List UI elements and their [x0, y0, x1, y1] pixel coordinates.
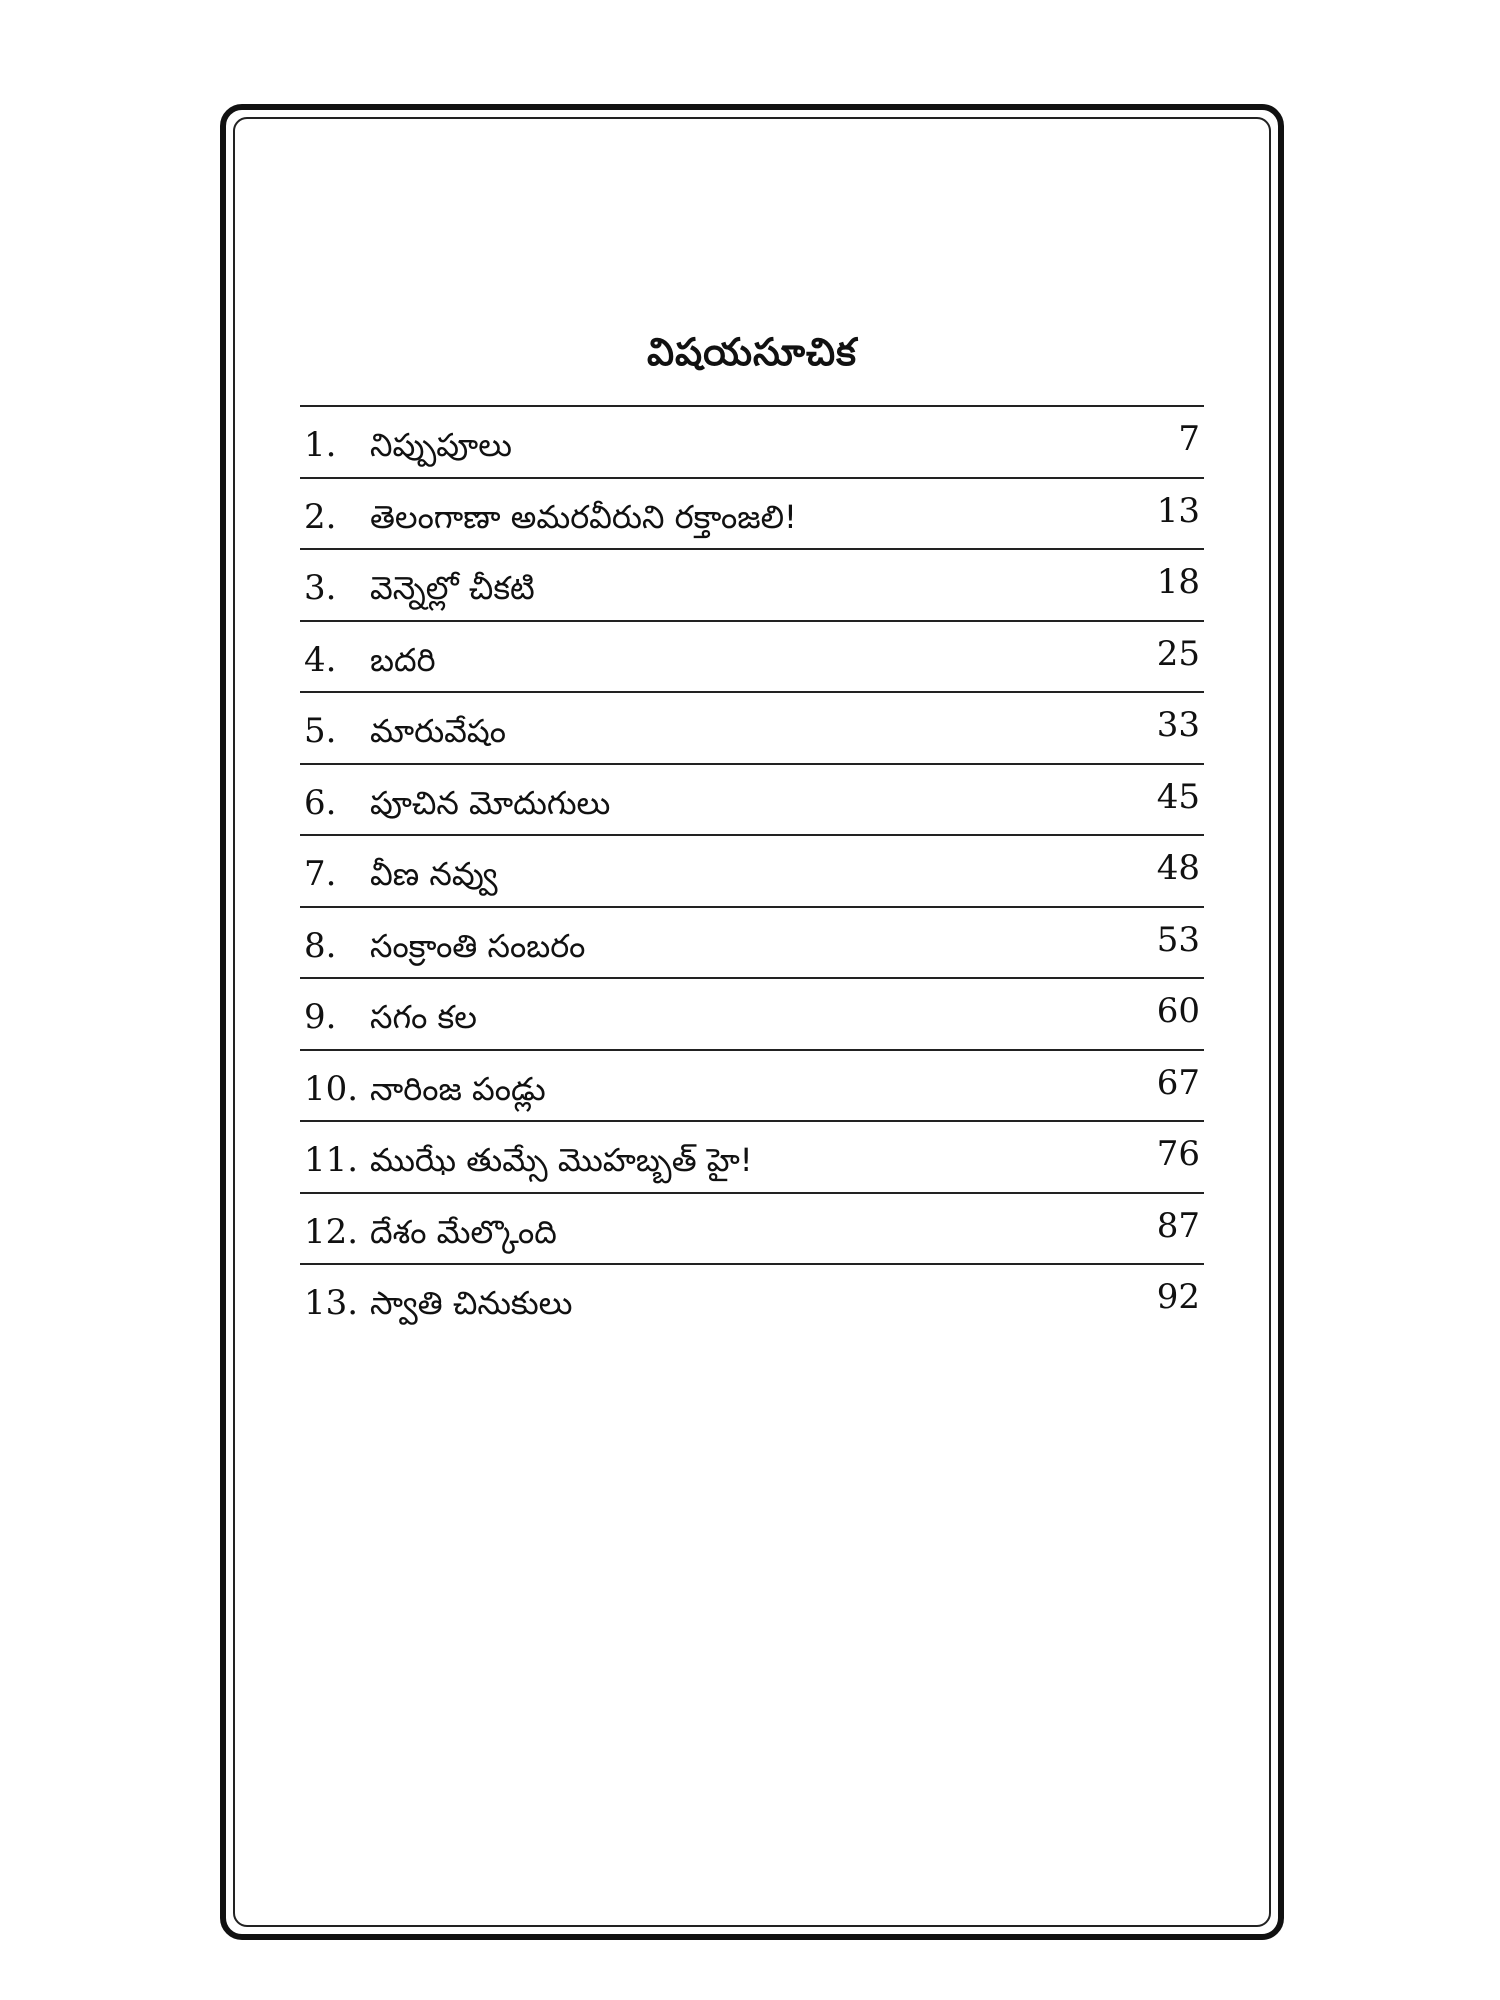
entry-title: స్వాతి చినుకులు [370, 1284, 573, 1322]
entry-title: మారువేషం [370, 712, 506, 750]
entry-page-number: 76 [1156, 1134, 1200, 1174]
entry-title: సంక్రాంతి సంబరం [370, 926, 586, 965]
entry-title: తెలంగాణా అమరవీరుని రక్తాంజలి! [370, 497, 797, 536]
entry-page-number: 48 [1156, 848, 1200, 888]
entry-number: 11. [304, 1140, 359, 1180]
entry-page-number: 53 [1156, 919, 1200, 960]
entry-number: 6. [304, 782, 337, 823]
toc-entry [300, 477, 1204, 549]
entry-page-number: 67 [1156, 1062, 1200, 1103]
toc-entry [300, 691, 1204, 763]
toc-entry [300, 1120, 1204, 1192]
entry-page-number: 45 [1156, 776, 1200, 817]
toc-entry [300, 620, 1204, 692]
entry-page-number: 25 [1156, 633, 1200, 674]
entry-title: వీణ నవ్వు [370, 855, 498, 893]
entry-number: 4. [304, 639, 337, 680]
entry-page-number: 13 [1156, 490, 1200, 531]
toc-entry [300, 763, 1204, 835]
toc-entry [300, 977, 1204, 1049]
toc-entry [300, 548, 1204, 620]
entry-number: 9. [304, 997, 337, 1037]
toc-entry [300, 405, 1204, 477]
entry-title: ముఝే తుమ్సే మొహబ్బత్ హై! [370, 1141, 753, 1179]
entry-title: వెన్నెల్లో చీకటి [370, 569, 535, 607]
entry-number: 3. [304, 568, 337, 608]
toc-entry [300, 1192, 1204, 1264]
entry-number: 5. [304, 711, 337, 751]
entry-page-number: 60 [1156, 991, 1200, 1031]
entry-title: దేశం మేల్కొంది [370, 1212, 557, 1251]
entry-title: నిప్పుపూలు [370, 426, 512, 464]
entry-page-number: 87 [1156, 1205, 1200, 1246]
entry-number: 12. [304, 1211, 359, 1252]
toc-entry [300, 834, 1204, 906]
entry-page-number: 92 [1156, 1277, 1200, 1317]
entry-number: 13. [304, 1283, 359, 1323]
entry-number: 1. [304, 425, 337, 465]
entry-number: 7. [304, 854, 337, 894]
entry-title: బదరి [370, 640, 436, 679]
toc-entry [300, 1263, 1204, 1335]
table-of-contents [300, 405, 1204, 1335]
entry-title: పూచిన మోదుగులు [370, 783, 611, 822]
entry-number: 8. [304, 925, 337, 966]
entry-page-number: 7 [1178, 419, 1200, 459]
entry-title: నారింజ పండ్లు [370, 1069, 546, 1108]
entry-number: 2. [304, 496, 337, 537]
entry-title: సగం కల [370, 998, 477, 1036]
toc-entry [300, 906, 1204, 978]
toc-entry [300, 1049, 1204, 1121]
entry-page-number: 18 [1156, 562, 1200, 602]
entry-page-number: 33 [1156, 705, 1200, 745]
entry-number: 10. [304, 1068, 359, 1109]
toc-heading: విషయసూచిక [647, 330, 857, 374]
